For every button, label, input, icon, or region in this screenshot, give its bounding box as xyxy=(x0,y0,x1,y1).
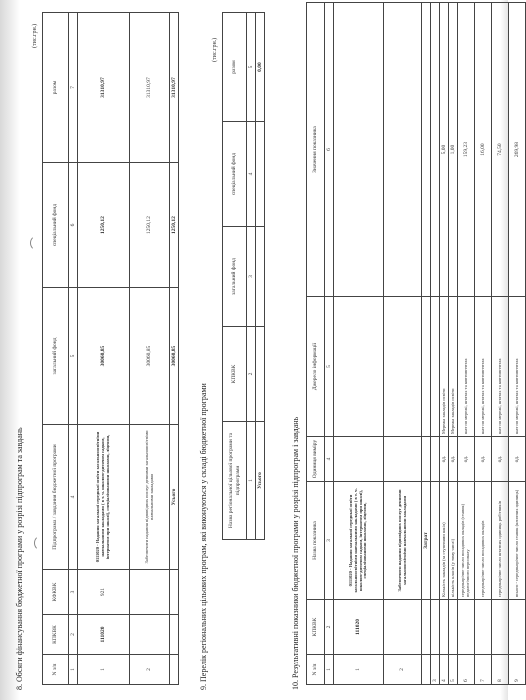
row-number: 2 xyxy=(130,655,170,685)
section-9-unit: (тис.грн.) xyxy=(212,37,218,62)
total-cell: 31310,97 xyxy=(130,13,170,163)
indicator-name-cell xyxy=(431,482,440,600)
section-9-table xyxy=(222,12,265,540)
special-fund-cell: 1250,12 xyxy=(78,163,130,288)
row-number: 9 xyxy=(509,655,526,685)
table-row xyxy=(475,3,492,685)
unit-cell: од. xyxy=(458,437,475,482)
value-cell: 1,00 xyxy=(449,3,458,297)
source-cell xyxy=(431,297,440,437)
source-cell: шат по мережі, штатах та контингентах xyxy=(475,297,492,437)
column-index: 3 xyxy=(69,570,78,615)
column-header: спеціальний фонд xyxy=(43,163,69,288)
kpkvk-cell: 111020 xyxy=(78,615,130,655)
source-cell: шат по мережі, штатах та контингентах xyxy=(509,297,526,437)
table-row xyxy=(130,13,170,685)
table-row xyxy=(458,3,475,685)
column-index: 5 xyxy=(325,297,334,437)
column-header: N з/п xyxy=(43,655,69,685)
table-header-row xyxy=(43,13,69,685)
row-number: 1 xyxy=(334,655,384,685)
value-cell: 269,98 xyxy=(509,3,526,297)
unit-cell: од. xyxy=(492,437,509,482)
indicator-name-cell: Кількість закладів (за ступенями шкіл) xyxy=(440,482,449,600)
unit-cell xyxy=(431,437,440,482)
column-header: КПКВК xyxy=(307,600,325,655)
source-cell: Мережа закладів освіти xyxy=(449,297,458,437)
value-cell: 159,23 xyxy=(458,3,475,297)
grand-total: 0,00 xyxy=(256,13,265,122)
general-fund-cell: 30060,85 xyxy=(78,288,130,425)
task-name-cell: Забезпечити надання відповідних послуг денними загальноосвітніми навчальними закладами xyxy=(130,425,170,570)
indicator-name-cell: кількість класів (у тому числі) xyxy=(449,482,458,600)
row-number: 7 xyxy=(475,655,492,685)
column-index: 3 xyxy=(247,227,256,327)
column-header: загальний фонд xyxy=(223,227,247,327)
table-row xyxy=(431,3,440,685)
column-index: 4 xyxy=(247,122,256,227)
special-fund-cell: 1250,12 xyxy=(130,163,170,288)
table-row xyxy=(384,3,422,685)
column-header: Одиниця виміру xyxy=(307,437,325,482)
column-header: КПКВК xyxy=(43,615,69,655)
grand-total: 31310,97 xyxy=(170,13,179,163)
value-cell xyxy=(431,3,440,297)
section-8-heading: 8. Обсяги фінансування бюджетної програми у розрізі підпрограм та завдань xyxy=(15,427,24,690)
column-header: разом xyxy=(223,13,247,122)
column-index-row xyxy=(325,3,334,685)
column-index: 2 xyxy=(69,615,78,655)
row-number: 6 xyxy=(458,655,475,685)
column-index: 5 xyxy=(69,288,78,425)
source-cell: шат по мережі, штатах та контингентах xyxy=(492,297,509,437)
column-header: Назва регіональної цільової програми та підпрограми xyxy=(223,422,247,540)
column-header: разом xyxy=(43,13,69,163)
indicator-name-cell: Забезпечити надання відповідних послуг денними загальноосвітніми навчальними закладами xyxy=(384,482,422,600)
section-8-table xyxy=(42,12,179,685)
kfkvk-cell: 921 xyxy=(78,570,130,615)
total-row xyxy=(170,13,179,685)
column-header: КФКВК xyxy=(43,570,69,615)
column-index: 6 xyxy=(69,163,78,288)
column-index-row xyxy=(69,13,78,685)
column-index: 6 xyxy=(325,3,334,297)
table-header-row xyxy=(223,13,247,540)
table-row xyxy=(449,3,458,685)
column-index: 4 xyxy=(325,437,334,482)
indicator-name-cell: всього - середньорічне число ставок (штатних одиниць) xyxy=(509,482,526,600)
column-index: 2 xyxy=(325,600,334,655)
column-index: 5 xyxy=(247,13,256,122)
group-label: Затрат xyxy=(422,482,431,600)
column-index: 1 xyxy=(247,422,256,540)
unit-cell: од. xyxy=(449,437,458,482)
general-fund-cell: 30060,85 xyxy=(130,288,170,425)
program-name-cell: 0111020 - Надання загальної середньої освіти загальноосвітніми навчальними закладами ( в т. ч. школою-дитячим садком, інтернатом при школі), спеціалізованими школами, ліцеями, xyxy=(78,425,130,570)
kpkvk-cell: 111020 xyxy=(334,600,384,655)
kpkvk-cell xyxy=(130,615,170,655)
indicator-name-cell: 0111020 - Надання загальної середньої освіти загальноосвітніми навчальними закладами ( в т. ч. школою-дитячим садком, інтернатом при школі), спеціалізованими школами, ліцеями, xyxy=(334,482,384,600)
special-fund-total: 1250,12 xyxy=(170,163,179,288)
unit-cell: од. xyxy=(475,437,492,482)
source-cell: Мережа закладів освіти xyxy=(440,297,449,437)
column-index: 1 xyxy=(325,655,334,685)
row-number: 3 xyxy=(431,655,440,685)
table-header-row xyxy=(307,3,325,685)
column-header: Значення показника xyxy=(307,3,325,297)
table-row xyxy=(440,3,449,685)
column-index: 1 xyxy=(69,655,78,685)
column-index: 7 xyxy=(69,13,78,163)
column-index: 2 xyxy=(247,327,256,422)
total-label: Усього xyxy=(170,425,179,570)
value-cell: 74,50 xyxy=(492,3,509,297)
total-cell: 31310,97 xyxy=(78,13,130,163)
column-index-row xyxy=(247,13,256,540)
table-row xyxy=(509,3,526,685)
unit-cell: од. xyxy=(509,437,526,482)
source-cell: шат по мережі, штатах та контингентах xyxy=(458,297,475,437)
table-row xyxy=(334,3,384,685)
row-number: 1 xyxy=(78,655,130,685)
total-row xyxy=(256,13,265,540)
column-header: Назва показника xyxy=(307,482,325,600)
general-fund-total: 30060,85 xyxy=(170,288,179,425)
column-header: спеціальний фонд xyxy=(223,122,247,227)
value-cell: 5,00 xyxy=(440,3,449,297)
section-10-heading: 10. Результативні показники бюджетної програми у розрізі підпрограм і завдань xyxy=(291,416,300,690)
kfkvk-cell xyxy=(130,570,170,615)
unit-cell: од. xyxy=(440,437,449,482)
section-9-heading: 9. Перелік регіональних цільових програм, які виконуються у складі бюджетної програми xyxy=(199,383,208,690)
column-header: загальний фонд xyxy=(43,288,69,425)
column-header: Джерело інформації xyxy=(307,297,325,437)
indicator-name-cell: середньорічне число посадових окладів xyxy=(475,482,492,600)
column-index: 4 xyxy=(69,425,78,570)
row-number: 8 xyxy=(492,655,509,685)
section-10-table xyxy=(306,2,526,685)
column-index: 3 xyxy=(325,482,334,600)
group-row xyxy=(422,3,431,685)
indicator-name-cell: середньорічне число посадових окладів (ставок) педагогічного персоналу xyxy=(458,482,475,600)
section-8-unit: (тис.грн.) xyxy=(32,23,38,48)
column-header: N з/п xyxy=(307,655,325,685)
table-row xyxy=(492,3,509,685)
total-label: Усього xyxy=(256,422,265,540)
row-number: 5 xyxy=(449,655,458,685)
indicator-name-cell: середньорічне число штатних одиниць робітників xyxy=(492,482,509,600)
row-number: 2 xyxy=(384,655,422,685)
value-cell: 16,00 xyxy=(475,3,492,297)
column-header: КПКВК xyxy=(223,327,247,422)
table-row xyxy=(78,13,130,685)
row-number: 4 xyxy=(440,655,449,685)
column-header: Підпрограма / завдання бюджетної програми xyxy=(43,425,69,570)
